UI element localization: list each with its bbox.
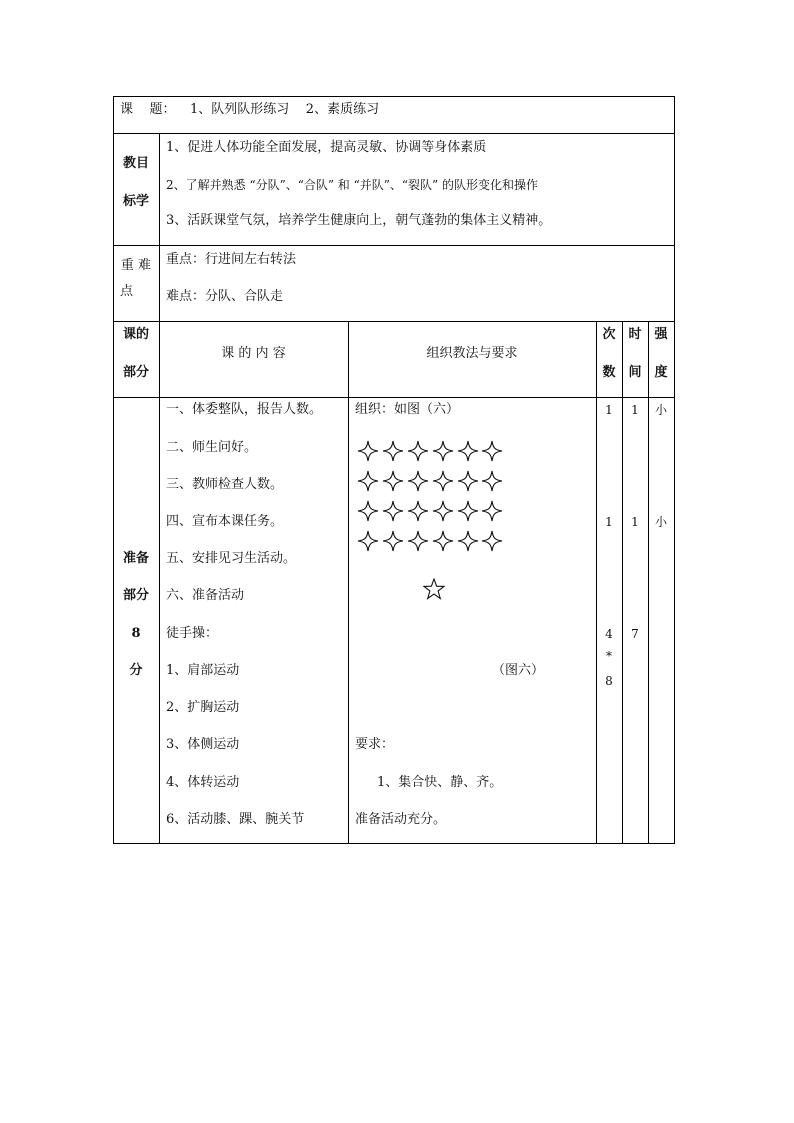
- prep-part-3: 8: [131, 626, 141, 641]
- table-line-after-columns: [113, 397, 675, 398]
- times-value: 1: [605, 403, 613, 417]
- header-value: 1、队列队形练习 2、素质练习: [190, 102, 380, 117]
- content-item: 3、体侧运动: [166, 737, 240, 752]
- teacher-star-icon: [423, 578, 445, 600]
- student-star-icon: [482, 531, 502, 551]
- col-intensity-1: 强: [654, 327, 668, 342]
- times-value: 8: [605, 674, 613, 688]
- duration-value: 1: [631, 403, 639, 417]
- student-star-icon: [358, 531, 378, 551]
- student-star-icon: [383, 471, 403, 491]
- table-border-top: [113, 96, 675, 97]
- col-method: 组织教法与要求: [426, 346, 518, 361]
- col-times-1: 次: [602, 327, 616, 342]
- student-star-icon: [433, 531, 453, 551]
- requirement-2: 准备活动充分。: [355, 812, 447, 827]
- col-part-1: 课的: [122, 327, 149, 342]
- student-star-icon: [433, 501, 453, 521]
- table-divider-label: [159, 133, 160, 844]
- student-star-icon: [433, 471, 453, 491]
- objective-item-3: 3、活跃课堂气氛，培养学生健康向上，朝气蓬勃的集体主义精神。: [166, 213, 552, 228]
- content-item: 五、安排见习生活动。: [166, 551, 297, 566]
- student-star-icon: [458, 471, 478, 491]
- student-star-icon: [358, 471, 378, 491]
- focus-label-1: 重 难: [120, 258, 152, 273]
- requirement-label: 要求：: [355, 737, 395, 752]
- student-row-3: [358, 501, 502, 521]
- student-star-icon: [482, 471, 502, 491]
- content-item: 1、肩部运动: [166, 663, 240, 678]
- table-divider-content: [348, 321, 349, 844]
- student-star-icon: [408, 531, 428, 551]
- student-row-1: [358, 441, 502, 461]
- student-star-icon: [458, 501, 478, 521]
- table-divider-method: [596, 321, 597, 844]
- focus-label-2: 点: [120, 284, 134, 299]
- student-star-icon: [358, 441, 378, 461]
- table-line-after-header: [113, 133, 675, 134]
- student-row-2: [358, 471, 502, 491]
- table-border-bottom: [113, 843, 675, 844]
- prep-part-2: 部分: [122, 588, 149, 603]
- requirement-1: 1、集合快、静、齐。: [377, 775, 503, 790]
- student-star-icon: [408, 441, 428, 461]
- student-star-icon: [383, 501, 403, 521]
- col-content: 课 的 内 容: [221, 346, 286, 361]
- objectives-label-2: 标学: [122, 194, 149, 209]
- student-star-icon: [408, 501, 428, 521]
- intensity-value: 小: [654, 515, 667, 529]
- student-star-icon: [458, 531, 478, 551]
- col-intensity-2: 度: [654, 365, 668, 380]
- prep-part-1: 准备: [122, 551, 149, 566]
- table-divider-duration: [648, 321, 649, 844]
- student-star-icon: [358, 501, 378, 521]
- prep-part-4: 分: [129, 663, 143, 678]
- student-star-icon: [383, 441, 403, 461]
- content-item: 四、宣布本课任务。: [166, 514, 284, 529]
- objective-item-2: 2、了解并熟悉 “分队”、“合队” 和 “并队”、“裂队” 的队形变化和操作: [166, 178, 538, 192]
- col-duration-1: 时: [628, 327, 642, 342]
- duration-value: 1: [631, 515, 639, 529]
- header-label: 课 题：: [120, 102, 176, 117]
- table-divider-times: [622, 321, 623, 844]
- times-value: *: [606, 649, 612, 663]
- times-value: 4: [605, 627, 613, 641]
- figure-caption: （图六）: [492, 663, 545, 678]
- intensity-value: 小: [654, 403, 667, 417]
- student-row-4: [358, 531, 502, 551]
- student-star-icon: [383, 531, 403, 551]
- student-star-icon: [433, 441, 453, 461]
- objectives-label-1: 教目: [122, 156, 149, 171]
- content-item: 二、师生问好。: [166, 440, 258, 455]
- student-star-icon: [482, 501, 502, 521]
- col-part-2: 部分: [122, 365, 149, 380]
- col-duration-2: 间: [628, 365, 642, 380]
- student-star-icon: [482, 441, 502, 461]
- table-line-after-objectives: [113, 245, 675, 246]
- content-item: 2、扩胸运动: [166, 700, 240, 715]
- org-text: 组织：如图（六）: [355, 402, 460, 417]
- duration-value: 7: [631, 627, 639, 641]
- table-line-after-focus: [113, 321, 675, 322]
- student-star-icon: [408, 471, 428, 491]
- focus-key-point: 重点：行进间左右转法: [166, 252, 297, 267]
- col-times-2: 数: [602, 365, 616, 380]
- content-item: 徒手操：: [166, 626, 219, 641]
- content-item: 三、教师检查人数。: [166, 477, 284, 492]
- student-star-icon: [458, 441, 478, 461]
- formation-diagram: [355, 438, 515, 558]
- content-item: 一、体委整队，报告人数。: [166, 402, 323, 417]
- objective-item-1: 1、促进人体功能全面发展，提高灵敏、协调等身体素质: [166, 140, 487, 155]
- content-item: 6、活动膝、踝、腕关节: [166, 812, 305, 827]
- times-value: 1: [605, 515, 613, 529]
- content-item: 4、体转运动: [166, 775, 240, 790]
- table-border-right: [674, 96, 675, 844]
- focus-difficulty: 难点：分队、合队走: [166, 289, 284, 304]
- content-item: 六、准备活动: [166, 588, 245, 603]
